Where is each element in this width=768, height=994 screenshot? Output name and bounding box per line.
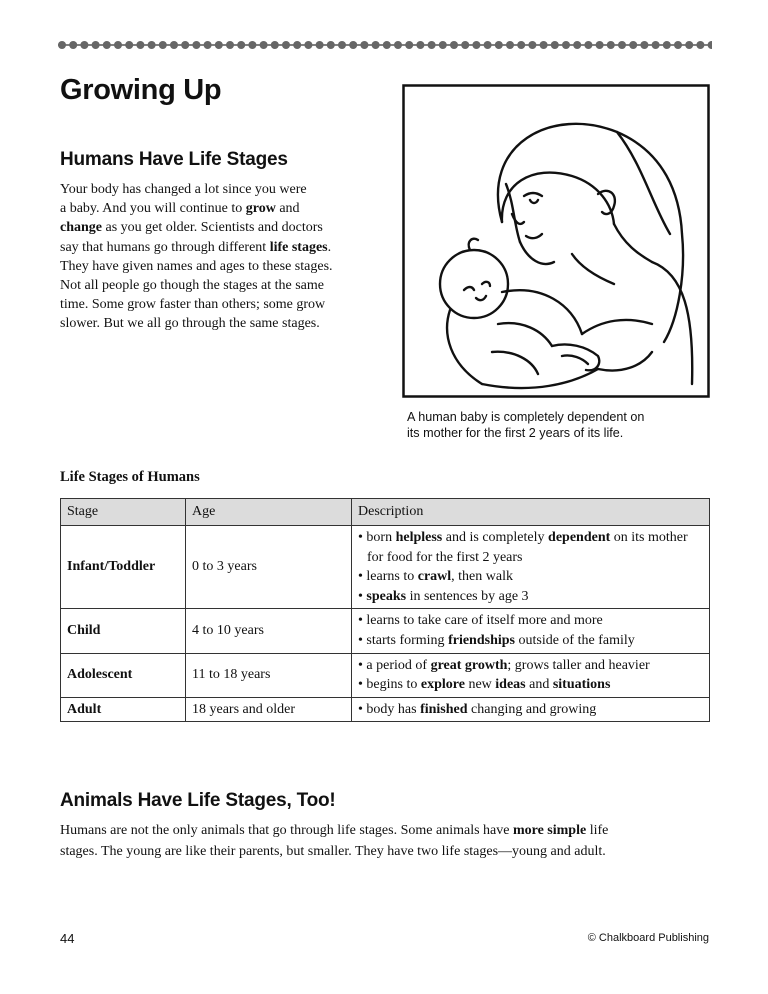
animals-paragraph [60,821,720,862]
cell-age: 11 to 18 years [186,653,352,697]
bold-term: life stages [269,239,328,255]
bold-term: situations [552,677,611,693]
cell-description [352,697,710,722]
cell-description [352,609,710,653]
caption-line: its mother for the first 2 years of its life. [407,425,624,440]
table-title: Life Stages of Humans [60,469,200,485]
bold-term: speaks [366,588,407,604]
page-number: 44 [60,931,75,946]
section-heading-humans: Humans Have Life Stages [60,149,288,170]
paragraph-line: a baby. And you will continue to grow and [60,201,300,217]
description-item: • born helpless and is completely dependent on its mother for food for the first 2 years [358,528,703,567]
bold-term: crawl [417,569,452,585]
description-item: • body has finished changing and growing [358,700,703,720]
description-item: • learns to crawl, then walk [358,567,703,587]
description-item: • starts forming friendships outside of the family [358,631,703,651]
intro-paragraph [60,180,380,334]
header-stage: Stage [61,499,186,526]
bold-term: helpless [395,530,443,545]
description-item: • begins to explore new ideas and situations [358,675,703,695]
table-row [61,526,710,609]
cell-stage: Adolescent [61,653,186,697]
bold-term: dependent [548,530,611,545]
illustration-caption [407,410,727,441]
description-item: • a period of great growth; grows taller and heavier [358,656,703,676]
bold-term: more simple [512,823,587,838]
paragraph-line: say that humans go through different life stages. [60,239,332,255]
cell-stage: Adult [61,697,186,722]
cell-age: 4 to 10 years [186,609,352,653]
copyright-notice: © Chalkboard Publishing [587,932,709,944]
paragraph-line: Your body has changed a lot since you were [60,182,307,197]
paragraph-line: slower. But we all go through the same stages. [60,316,320,332]
bold-term: friendships [448,632,515,648]
table-row [61,653,710,697]
cell-stage: Child [61,609,186,653]
paragraph-line: Not all people go though the stages at the same [60,278,324,294]
caption-line: A human baby is completely dependent on [407,410,645,424]
table-row [61,609,710,653]
table-row [61,697,710,722]
page-title: Growing Up [60,74,222,106]
paragraph-line: change as you get older. Scientists and doctors [60,220,323,236]
life-stages-table [60,498,710,722]
header-age: Age [186,499,352,526]
paragraph-line: time. Some grow faster than others; some grow [60,297,326,313]
mother-holding-baby-illustration [402,84,710,398]
cell-age: 0 to 3 years [186,526,352,609]
cell-age: 18 years and older [186,697,352,722]
table-header-row [61,499,710,526]
cell-description [352,653,710,697]
header-description: Description [352,499,710,526]
bold-term: great growth [430,657,508,673]
bold-term: change [60,220,102,236]
bold-term: grow [245,201,276,217]
bold-term: finished [420,701,468,717]
description-item: • speaks in sentences by age 3 [358,587,703,607]
bold-term: explore [420,677,465,693]
paragraph-line: stages. The young are like their parents, but smaller. They have two life stages—young and adult. [60,843,606,859]
cell-stage: Infant/Toddler [61,526,186,609]
paragraph-line: Humans are not the only animals that go through life stages. Some animals have more simple life [60,823,609,838]
description-item: • learns to take care of itself more and more [358,611,703,631]
section-heading-animals: Animals Have Life Stages, Too! [60,790,336,811]
cell-description [352,526,710,609]
decorative-border [58,38,712,52]
bold-term: ideas [495,677,526,693]
paragraph-line: They have given names and ages to these stages. [60,258,333,274]
